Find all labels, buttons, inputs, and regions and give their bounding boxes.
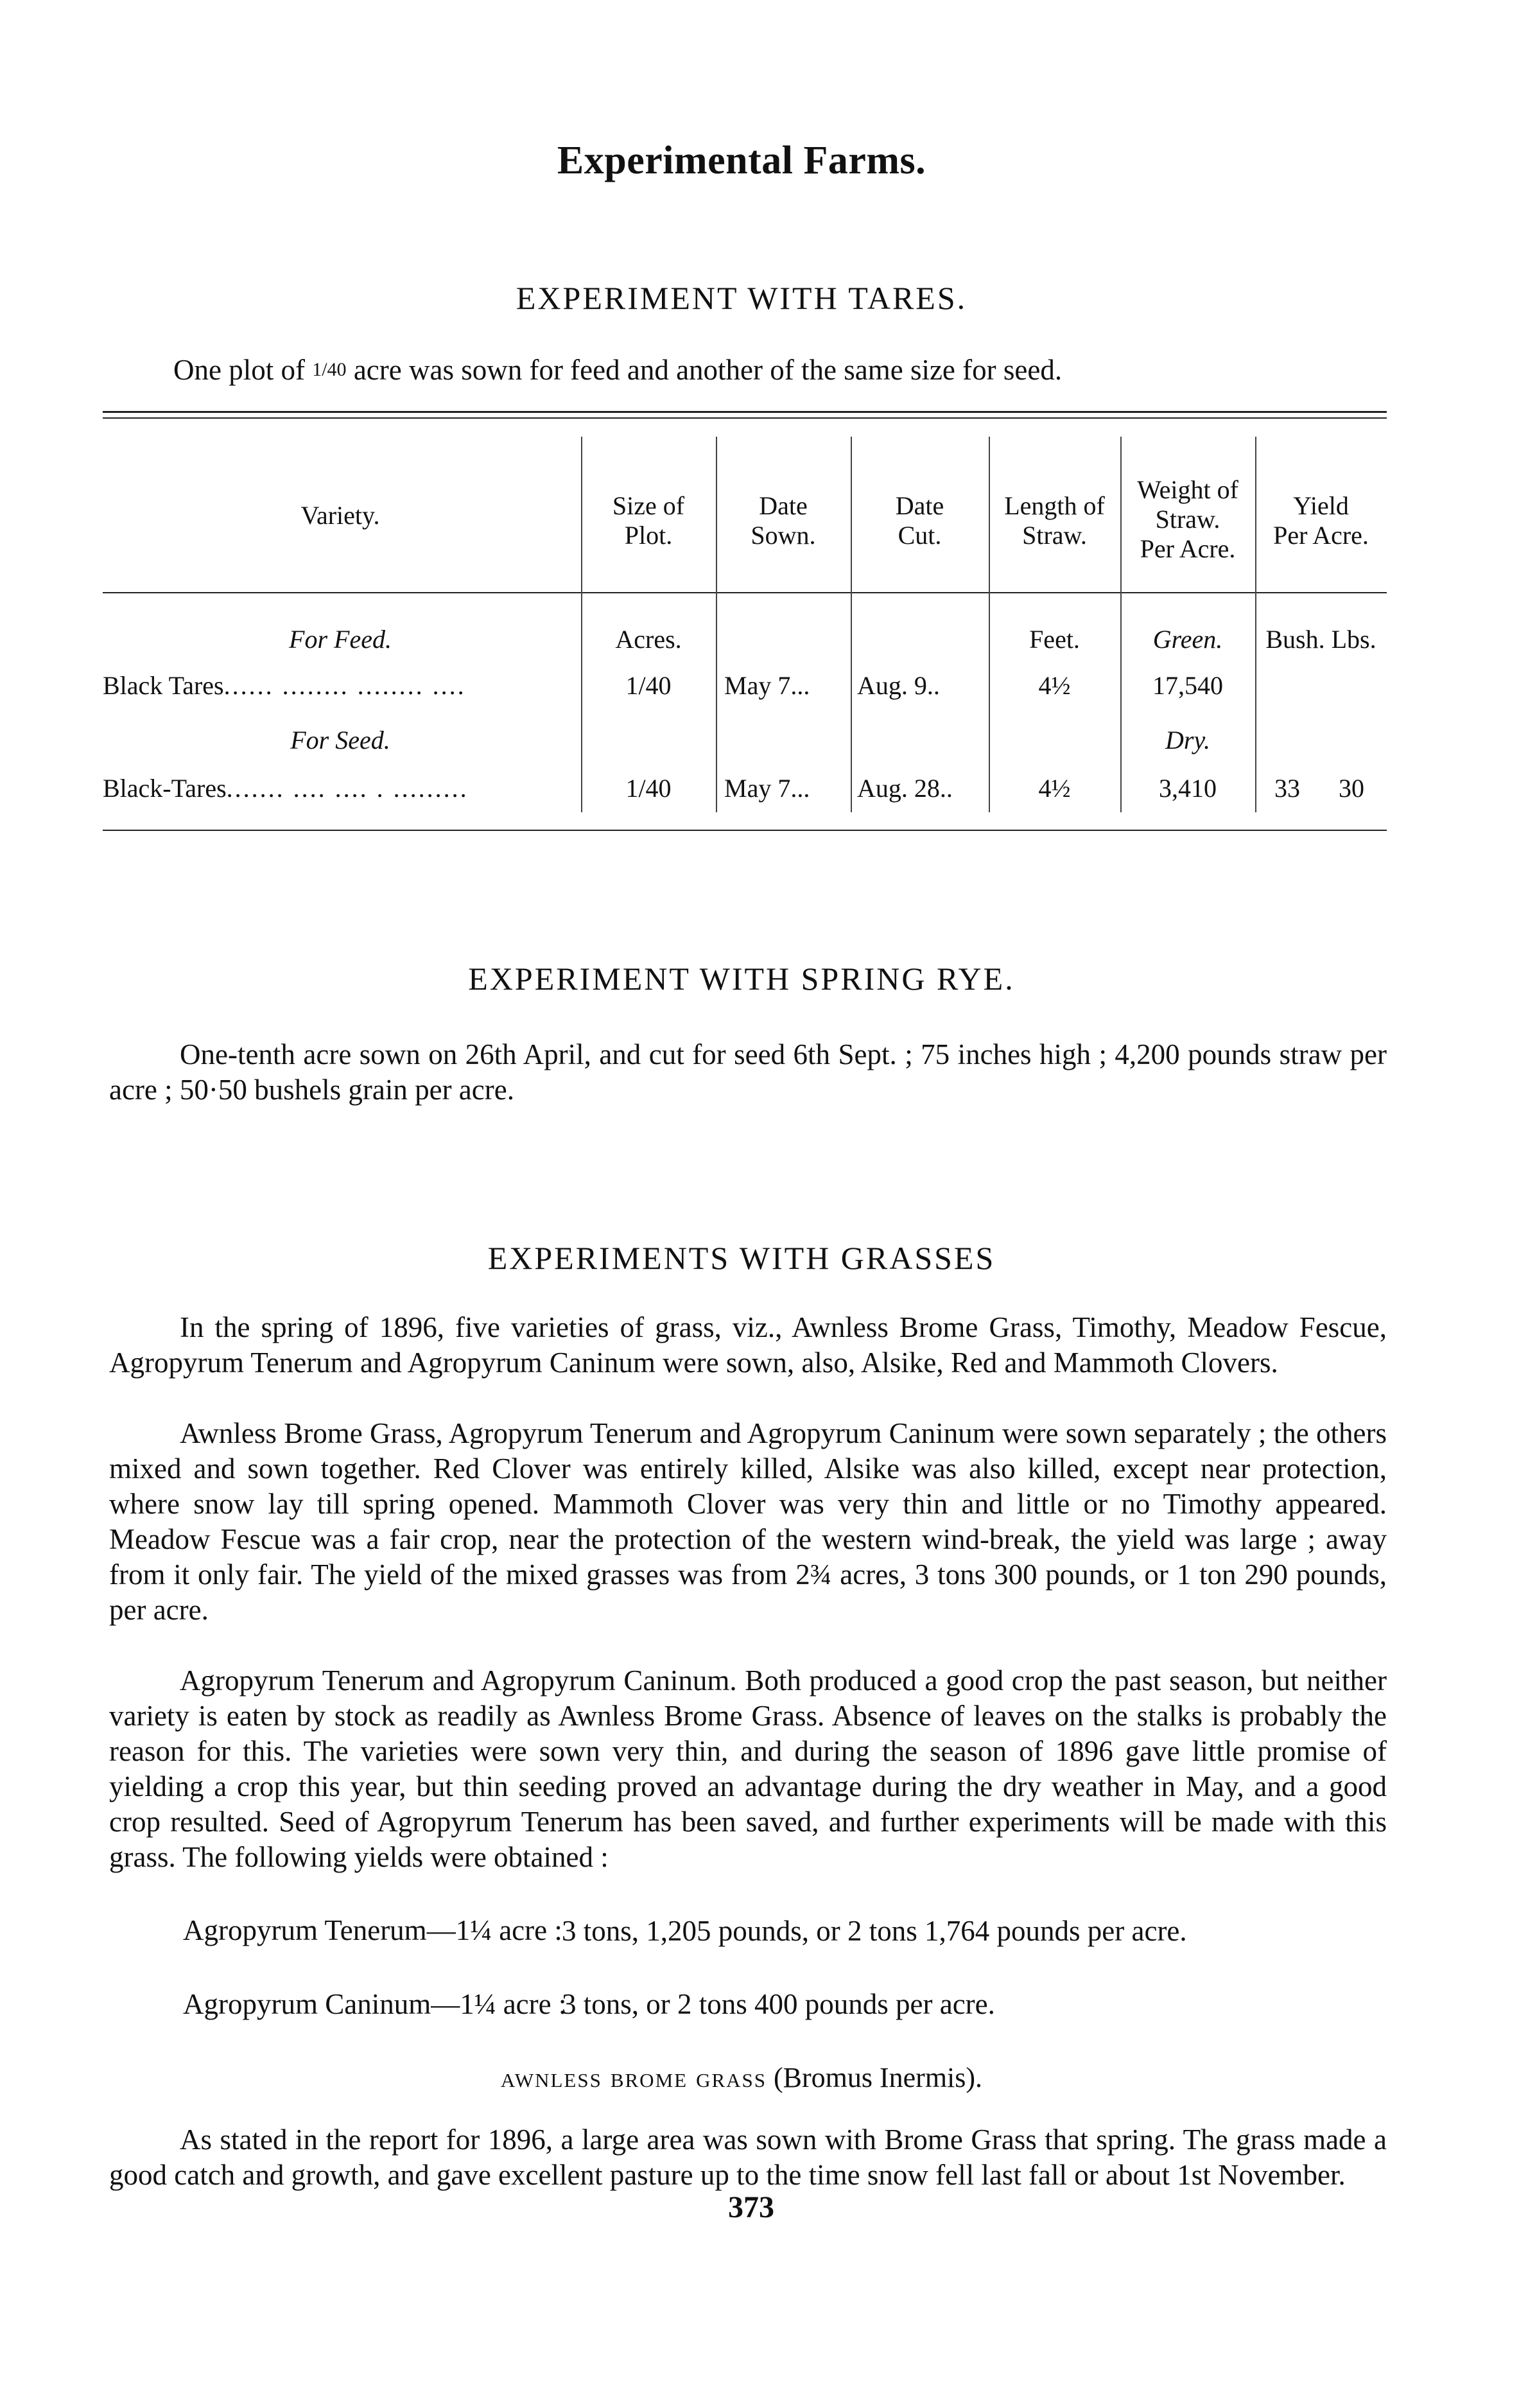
grasses-paragraph-2: Awnless Brome Grass, Agropyrum Tenerum and Agropyrum Caninum were sown separately ; the others mixed and sown together. Red Clover was entirely killed, Alsike was also killed, except near protection, where snow lay till spring opened. Mammoth Clover was very thin and little or no Timothy appeared. Meadow Fescue was a fair crop, near the protection of the western wind-break, the yield was large ; away from it only fair. The yield of the mixed grasses was from 2¾ acres, 3 tons 300 pounds, or 1 ton 290 pounds, per acre. <box>109 1417 1387 1626</box>
header-weight-line1: Weight of <box>1137 475 1238 504</box>
header-size-line1: Size of <box>612 491 685 520</box>
header-yield <box>1255 491 1387 550</box>
brome-paragraph: As stated in the report for 1896, a large area was sown with Brome Grass that spring. The grass made a good catch and growth, and gave excellent pasture up to the time snow fell last fall or about 1st November. <box>109 2124 1387 2191</box>
header-cut-line1: Date <box>895 491 944 520</box>
header-sown-line1: Date <box>759 491 808 520</box>
unit-weight-seed: Dry. <box>1165 726 1210 755</box>
row-1-size: 1/40 <box>625 671 672 700</box>
page-number: 373 <box>728 2190 774 2224</box>
grasses-paragraph-1: In the spring of 1896, five varieties of grass, viz., Awnless Brome Grass, Timothy, Meadow Fescue, Agropyrum Tenerum and Agropyrum Caninum were sown, also, Alsike, Red and Mammoth Clovers. <box>109 1311 1387 1379</box>
table-top-rule <box>103 411 1387 413</box>
leader-dots: ...... ........ ........ .... <box>223 671 466 700</box>
running-head: Experimental Farms. <box>557 139 926 182</box>
unit-weight-feed: Green. <box>1152 625 1223 654</box>
rye-paragraph: One-tenth acre sown on 26th April, and cut for seed 6th Sept. ; 75 inches high ; 4,200 pounds straw per acre ; 50·50 bushels grain per acre. <box>109 1038 1387 1106</box>
unit-length: Feet. <box>1029 625 1080 654</box>
unit-yield: Bush. Lbs. <box>1265 625 1376 654</box>
row-2-yield-pounds: 30 <box>1339 774 1364 803</box>
header-yield-line2: Per Acre. <box>1273 521 1369 550</box>
row-2-variety: Black-Tares <box>103 774 227 803</box>
row-2-yield-bushels: 33 <box>1274 774 1300 803</box>
table-bottom-rule <box>103 830 1387 831</box>
yield-tenerum-value: 3 tons, 1,205 pounds, or 2 tons 1,764 pounds per acre. <box>562 1915 1187 1947</box>
tares-intro-fraction: 1/40 <box>312 359 347 380</box>
group-label-seed: For Seed. <box>290 726 390 755</box>
leader-dots: ....... .... .... . ......... <box>226 774 469 803</box>
brome-heading-latin: (Bromus Inermis). <box>774 2062 983 2093</box>
grasses-paragraph-3: Agropyrum Tenerum and Agropyrum Caninum. Both produced a good crop the past season, but neither variety is eaten by stock as readily as Awnless Brome Grass. Absence of leaves on the stalks is probably the reason for this. The varieties were sown very thin, and during the season of 1896 gave little promise of yielding a crop this year, but thin seeding proved an advantage during the dry weather in May, and a good crop resulted. Seed of Agropyrum Tenerum has been saved, and further experiments will be made with this grass. The following yields were obtained : <box>109 1664 1387 1873</box>
row-1-sown: May 7... <box>724 671 810 700</box>
header-yield-line1: Yield <box>1293 491 1349 520</box>
header-weight-line3: Per Acre. <box>1140 534 1236 563</box>
row-1-weight: 17,540 <box>1152 671 1223 700</box>
table-header-rule <box>103 592 1387 593</box>
group-label-feed: For Feed. <box>289 625 392 654</box>
row-2-cut: Aug. 28.. <box>857 774 953 803</box>
row-1-variety: Black Tares <box>103 671 224 700</box>
table-row-1-variety <box>103 671 578 701</box>
header-size-line2: Plot. <box>624 521 673 550</box>
header-size <box>581 491 716 550</box>
tares-intro-after: acre was sown for feed and another of the same size for seed. <box>346 354 1063 386</box>
tares-title: EXPERIMENT WITH TARES. <box>516 280 968 316</box>
header-length-of-straw <box>989 491 1120 550</box>
rye-title: EXPERIMENT WITH SPRING RYE. <box>468 961 1015 997</box>
row-2-length: 4½ <box>1038 774 1071 803</box>
header-variety: Variety. <box>300 501 380 530</box>
row-2-sown: May 7... <box>724 774 810 803</box>
table-row-2-variety <box>103 774 578 803</box>
row-2-weight: 3,410 <box>1159 774 1217 803</box>
row-2-size: 1/40 <box>625 774 672 803</box>
header-length-line1: Length of <box>1004 491 1105 520</box>
tares-intro-before: One plot of <box>173 354 313 386</box>
row-1-length: 4½ <box>1038 671 1071 700</box>
table-top-rule-inner <box>103 417 1387 419</box>
header-sown-line2: Sown. <box>751 521 816 550</box>
unit-size: Acres. <box>615 625 682 654</box>
row-1-cut: Aug. 9.. <box>857 671 940 700</box>
header-length-line2: Straw. <box>1022 521 1087 550</box>
brome-heading-caps: awnless brome grass <box>500 2062 767 2093</box>
tares-table <box>103 411 1387 835</box>
header-weight-line2: Straw. <box>1155 505 1220 534</box>
yield-caninum-value: 3 tons, or 2 tons 400 pounds per acre. <box>562 1988 995 2020</box>
header-cut-line2: Cut. <box>898 521 942 550</box>
header-date-sown <box>716 491 851 550</box>
header-date-cut <box>851 491 989 550</box>
yield-tenerum-label: Agropyrum Tenerum—1¼ acre : <box>183 1914 562 1946</box>
header-weight-of-straw <box>1120 475 1255 564</box>
tares-intro <box>173 352 1393 388</box>
yield-caninum-label: Agropyrum Caninum—1¼ acre : <box>183 1988 567 2020</box>
grasses-title: EXPERIMENTS WITH GRASSES <box>487 1240 996 1276</box>
